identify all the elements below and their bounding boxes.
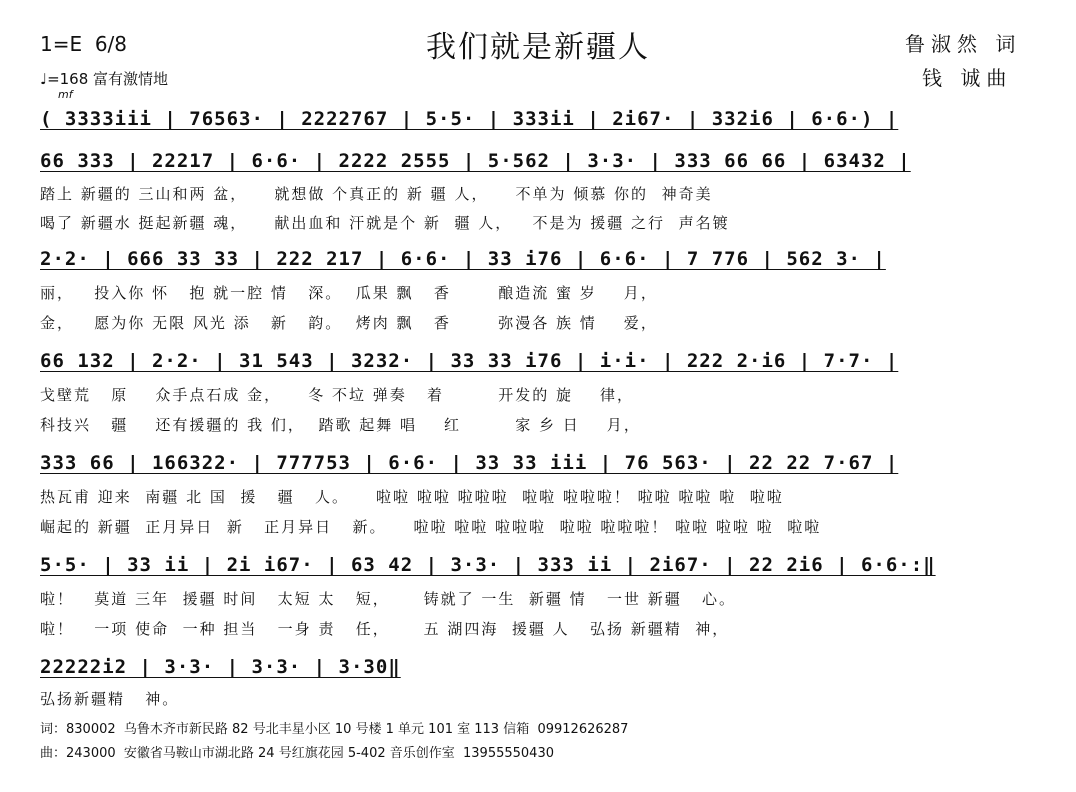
composer-address: 曲：243000 安徽省马鞍山市湖北路 24 号红旗花园 5-402 音乐创作室 13955550430 (40, 746, 554, 761)
composer-credit: 钱 诚曲 (922, 66, 1013, 90)
staff-6-notes: 5·5· | 33 іі | 2і і67· | 63 42 | 3·3· | 333 іі | 2і67· | 22 2і6 | 6·6·:‖ (40, 554, 936, 576)
staff-2-lyrics-verse-1: 踏上 新疆的 三山和两 盆， 就想做 个真正的 新 疆 人， 不单为 倾慕 你的 神奇美 (40, 185, 713, 203)
staff-5-notes: 333 66 | 166322· | 777753 | 6·6· | 33 33 ііі | 76 563· | 22 22 7·67 | (40, 452, 899, 474)
staff-2-lyrics-verse-2: 喝了 新疆水 挺起新疆 魂， 献出血和 汗就是个 新 疆 人， 不是为 援疆 之行 声名镀 (40, 214, 730, 232)
staff-6-lyrics-verse-1: 啦！ 莫道 三年 援疆 时间 太短 太 短， 铸就了 一生 新疆 情 一世 新疆 心。 (40, 590, 737, 608)
staff-5-lyrics-verse-2: 崛起的 新疆 正月异日 新 正月异日 新。 啦啦 啦啦 啦啦啦 啦啦 啦啦啦！ 啦啦 啦啦 啦 啦啦 (40, 518, 822, 536)
staff-6-lyrics-verse-2: 啦！ 一项 使命 一种 担当 一身 责 任， 五 湖四海 援疆 人 弘扬 新疆精 神， (40, 620, 730, 638)
tempo-marking: ♩=168 富有激情地 (40, 70, 169, 88)
staff-3-notes: 2·2· | 666 33 33 | 222 217 | 6·6· | 33 і76 | 6·6· | 7 776 | 562 3· | (40, 248, 886, 270)
staff-5-lyrics-verse-1: 热瓦甫 迎来 南疆 北 国 援 疆 人。 啦啦 啦啦 啦啦啦 啦啦 啦啦啦！ 啦啦 啦啦 啦 啦啦 (40, 488, 784, 506)
key-signature: 1=E 6/8 (40, 32, 128, 56)
staff-4-lyrics-verse-2: 科技兴 疆 还有援疆的 我 们， 踏歌 起舞 唱 红 家 乡 日 月， (40, 416, 641, 434)
staff-7-notes: 22222і2 | 3·3· | 3·3· | 3·30‖ (40, 656, 401, 678)
staff-4-lyrics-verse-1: 戈壁荒 原 众手点石成 金， 冬 不垃 弹奏 着 开发的 旋 律， (40, 386, 635, 404)
dynamic-marking: mf (58, 88, 73, 101)
lyricist-credit: 鲁淑然 词 (905, 32, 1022, 56)
staff-1-notes: ( 3333ііі | 76563· | 2222767 | 5·5· | 333іі | 2і67· | 332і6 | 6·6·) | (40, 108, 899, 130)
staff-4-notes: 66 132 | 2·2· | 31 543 | 3232· | 33 33 і76 | і·і· | 222 2·і6 | 7·7· | (40, 350, 899, 372)
song-title: 我们就是新疆人 (426, 30, 650, 65)
lyricist-address: 词：830002 乌鲁木齐市新民路 82 号北丰星小区 10 号楼 1 单元 101 室 113 信箱 09912626287 (40, 722, 629, 737)
staff-2-notes: 66 333 | 22217 | 6·6· | 2222 2555 | 5·562 | 3·3· | 333 66 66 | 63432 | (40, 150, 911, 172)
staff-7-lyrics: 弘扬新疆精 神。 (40, 690, 180, 708)
staff-3-lyrics-verse-2: 金， 愿为你 无限 风光 添 新 韵。 烤肉 飘 香 弥漫各 族 情 爱， (40, 314, 658, 332)
staff-3-lyrics-verse-1: 丽， 投入你 怀 抱 就一腔 情 深。 瓜果 飘 香 酿造流 蜜 岁 月， (40, 284, 658, 302)
